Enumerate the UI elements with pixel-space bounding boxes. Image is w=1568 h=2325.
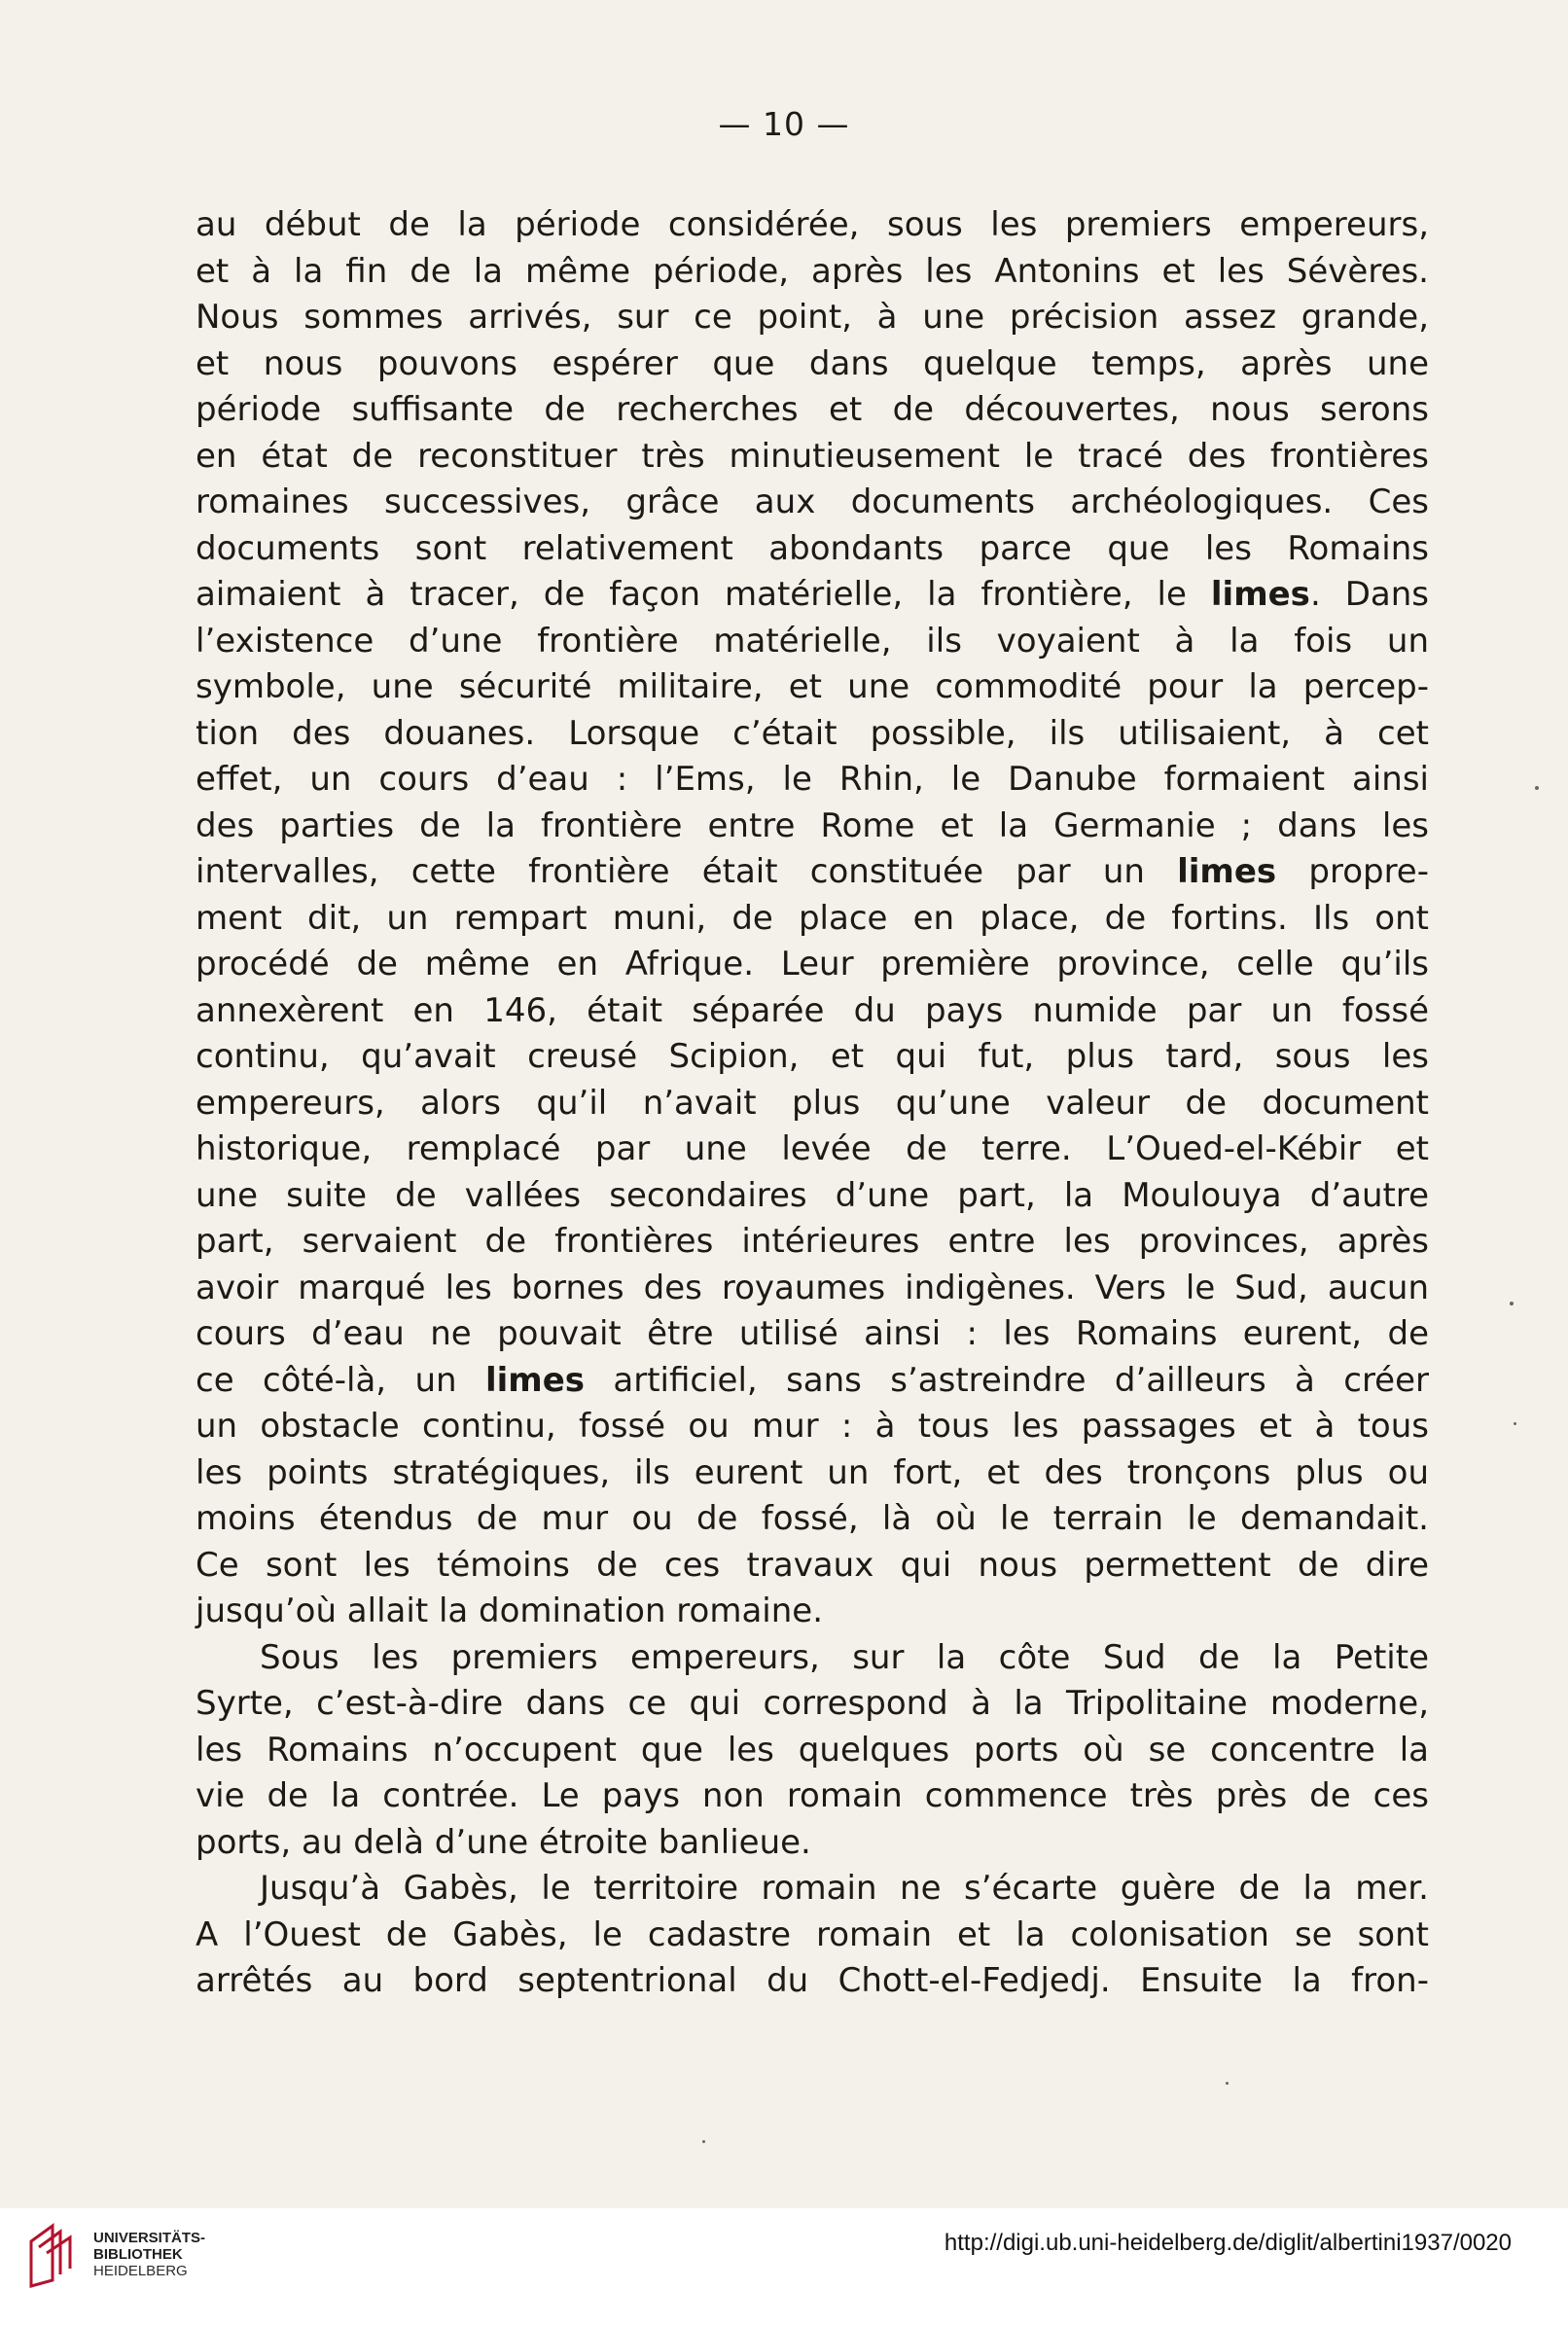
text-line: aimaient à tracer, de façon matérielle, la frontière, le limes. Dans <box>196 575 1429 614</box>
logo-line-1: UNIVERSITÄTS- <box>93 2230 206 2246</box>
source-url-link[interactable]: http://digi.ub.uni-heidelberg.de/diglit/albertini1937/0020 <box>944 2230 1512 2256</box>
text-line: Sous les premiers empereurs, sur la côte Sud de la Petite <box>260 1637 1429 1677</box>
text-line: continu, qu’avait creusé Scipion, et qui fut, plus tard, sous les <box>196 1037 1429 1076</box>
scan-speck <box>1510 1302 1514 1306</box>
text-line: tion des douanes. Lorsque c’était possible, ils utilisaient, à cet <box>196 713 1429 753</box>
text-line: documents sont relativement abondants parce que les Romains <box>196 528 1429 568</box>
text-line: effet, un cours d’eau : l’Ems, le Rhin, le Danube formaient ainsi <box>196 760 1429 799</box>
text-line: part, servaient de frontières intérieures entre les provinces, après <box>196 1222 1429 1261</box>
text-line: l’existence d’une frontière matérielle, ils voyaient à la fois un <box>196 621 1429 661</box>
text-line: Jusqu’à Gabès, le territoire romain ne s’écarte guère de la mer. <box>260 1869 1429 1908</box>
text-line: A l’Ouest de Gabès, le cadastre romain et la colonisation se sont <box>196 1914 1429 1954</box>
text-line: jusqu’où allait la domination romaine. <box>196 1592 824 1630</box>
text-line: ports, au delà d’une étroite banlieue. <box>196 1822 811 1862</box>
text-line: Ce sont les témoins de ces travaux qui nous permettent de dire <box>196 1545 1429 1585</box>
text-line: ce côté-là, un limes artificiel, sans s’astreindre d’ailleurs à créer <box>196 1360 1429 1400</box>
emphasized-term: limes <box>1210 575 1310 614</box>
scan-speck <box>1535 786 1539 790</box>
emphasized-term: limes <box>1177 852 1277 891</box>
footer-bar <box>0 2208 1568 2325</box>
text-line: romaines successives, grâce aux documents archéologiques. Ces <box>196 483 1429 521</box>
emphasized-term: limes <box>484 1360 585 1400</box>
text-line: Syrte, c’est-à-dire dans ce qui correspond à la Tripolitaine moderne, <box>196 1684 1429 1723</box>
text-line: historique, remplacé par une levée de terre. L’Oued-el-Kébir et <box>196 1129 1429 1168</box>
text-line: vie de la contrée. Le pays non romain commence très près de ces <box>196 1776 1429 1815</box>
scan-speck <box>1514 1422 1516 1425</box>
text-line: symbole, une sécurité militaire, et une commodité pour la percep- <box>196 667 1429 706</box>
text-line: les Romains n’occupent que les quelques ports où se concentre la <box>196 1730 1429 1770</box>
scan-speck <box>1226 2082 1229 2085</box>
text-line: et à la fin de la même période, après les Antonins et les Sévères. <box>196 251 1429 291</box>
logo-line-3: HEIDELBERG <box>93 2263 188 2279</box>
scan-speck <box>702 2140 705 2143</box>
text-line: un obstacle continu, fossé ou mur : à tous les passages et à tous <box>196 1407 1429 1446</box>
text-line: intervalles, cette frontière était constituée par un limes propre- <box>196 852 1429 891</box>
body-text <box>196 202 1429 2005</box>
text-line: au début de la période considérée, sous les premiers empereurs, <box>196 205 1429 244</box>
text-line: et nous pouvons espérer que dans quelque temps, après une <box>196 343 1429 383</box>
text-line: Nous sommes arrivés, sur ce point, à une précision assez grande, <box>196 298 1429 337</box>
text-line: ment dit, un rempart muni, de place en place, de fortins. Ils ont <box>196 898 1429 938</box>
text-line: annexèrent en 146, était séparée du pays numide par un fossé <box>196 990 1429 1030</box>
text-line: arrêtés au bord septentrional du Chott-el-Fedjedj. Ensuite la fron- <box>196 1961 1429 2000</box>
text-line: cours d’eau ne pouvait être utilisé ainsi : les Romains eurent, de <box>196 1314 1429 1353</box>
text-line: période suffisante de recherches et de découvertes, nous serons <box>196 390 1429 429</box>
text-line: les points stratégiques, ils eurent un fort, et des tronçons plus ou <box>196 1452 1429 1492</box>
logo-line-2: BIBLIOTHEK <box>93 2246 183 2263</box>
library-logo-text <box>93 2230 205 2279</box>
text-line: empereurs, alors qu’il n’avait plus qu’une valeur de document <box>196 1083 1429 1123</box>
text-line: en état de reconstituer très minutieusement le tracé des frontières <box>196 436 1429 476</box>
text-line: procédé de même en Afrique. Leur première province, celle qu’ils <box>196 945 1429 984</box>
text-line: des parties de la frontière entre Rome et la Germanie ; dans les <box>196 805 1429 845</box>
library-logo-icon <box>27 2222 76 2290</box>
page-number: — 10 — <box>718 105 850 143</box>
text-line: moins étendus de mur ou de fossé, là où le terrain le demandait. <box>196 1499 1429 1538</box>
text-line: avoir marqué les bornes des royaumes indigènes. Vers le Sud, aucun <box>196 1268 1429 1307</box>
text-line: une suite de vallées secondaires d’une part, la Moulouya d’autre <box>196 1175 1429 1215</box>
